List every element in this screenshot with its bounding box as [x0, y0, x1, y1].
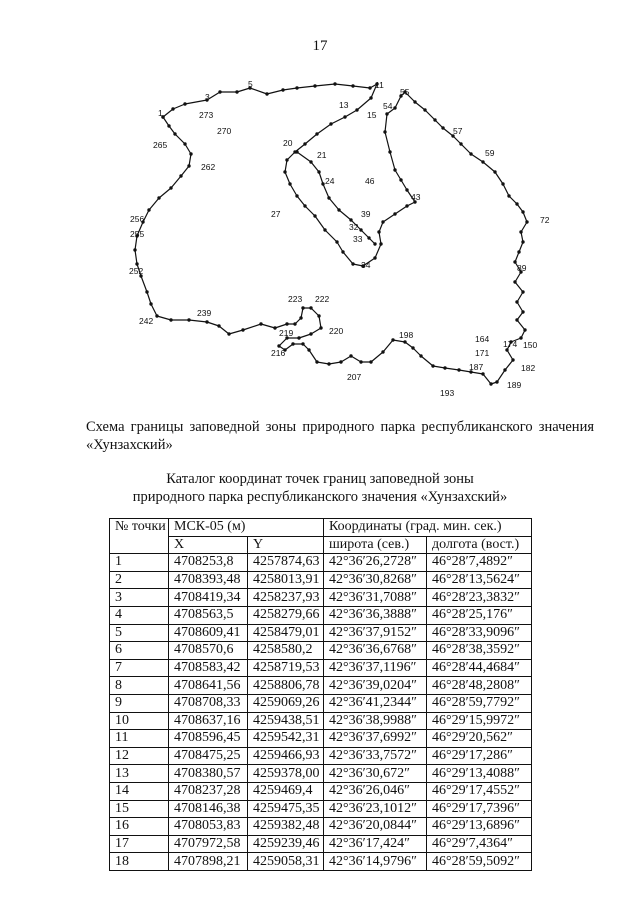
cell-x: 4707898,21 [169, 853, 248, 871]
table-row [110, 782, 532, 800]
cell-point-no: 18 [110, 853, 169, 871]
boundary-point [187, 164, 190, 167]
cell-point-no: 3 [110, 589, 169, 607]
boundary-point [433, 118, 436, 121]
point-label: 27 [271, 209, 281, 219]
boundary-point [507, 194, 510, 197]
boundary-point [171, 107, 174, 110]
header-point-no: № точки [110, 519, 169, 554]
boundary-point [309, 332, 312, 335]
cell-longitude: 46°29′20,562″ [427, 730, 532, 748]
point-label: 5 [248, 79, 253, 89]
boundary-point [301, 342, 304, 345]
cell-longitude: 46°28′59,5092″ [427, 853, 532, 871]
boundary-point [413, 100, 416, 103]
header-msk: МСК-05 (м) [169, 519, 324, 537]
table-row [110, 800, 532, 818]
cell-longitude: 46°28′48,2808″ [427, 677, 532, 695]
boundary-point [399, 178, 402, 181]
boundary-point [187, 318, 190, 321]
boundary-point [217, 324, 220, 327]
boundary-point [285, 158, 288, 161]
cell-point-no: 6 [110, 642, 169, 660]
boundary-point [295, 86, 298, 89]
page-number: 17 [312, 38, 328, 54]
boundary-point [493, 170, 496, 173]
cell-point-no: 5 [110, 624, 169, 642]
point-label: 270 [217, 126, 232, 136]
boundary-point [381, 220, 384, 223]
boundary-point [303, 204, 306, 207]
boundary-point [457, 368, 460, 371]
boundary-point [157, 196, 160, 199]
cell-x: 4708563,5 [169, 606, 248, 624]
point-label: 72 [540, 215, 550, 225]
point-label: 182 [521, 363, 536, 373]
cell-point-no: 11 [110, 730, 169, 748]
cell-point-no: 15 [110, 800, 169, 818]
boundary-point [343, 115, 346, 118]
table-row [110, 659, 532, 677]
point-label: 57 [453, 126, 463, 136]
boundary-point [521, 210, 524, 213]
cell-longitude: 46°29′13,4088″ [427, 765, 532, 783]
boundary-point [329, 122, 332, 125]
boundary-point [388, 150, 391, 153]
cell-x: 4708475,25 [169, 747, 248, 765]
boundary-point [515, 300, 518, 303]
boundary-point [393, 212, 396, 215]
boundary-point [367, 236, 370, 239]
catalog-title [0, 471, 640, 506]
cell-x: 4708053,83 [169, 818, 248, 836]
boundary-point [319, 326, 322, 329]
boundary-point [283, 170, 286, 173]
point-label: 20 [283, 138, 293, 148]
boundary-point [205, 320, 208, 323]
boundary-point [339, 360, 342, 363]
cell-y: 4259069,26 [248, 694, 324, 712]
point-label: 242 [139, 316, 154, 326]
cell-latitude: 42°36′38,9988″ [324, 712, 427, 730]
cell-point-no: 16 [110, 818, 169, 836]
cell-longitude: 46°28′33,9096″ [427, 624, 532, 642]
inner-boundary-line [297, 152, 375, 244]
boundary-point [521, 310, 524, 313]
cell-point-no: 14 [110, 782, 169, 800]
boundary-point [323, 228, 326, 231]
table-row [110, 554, 532, 572]
cell-latitude: 42°36′36,6768″ [324, 642, 427, 660]
cell-point-no: 17 [110, 835, 169, 853]
boundary-point [411, 346, 414, 349]
boundary-point [313, 214, 316, 217]
boundary-point [521, 240, 524, 243]
boundary-point [431, 364, 434, 367]
boundary-point [525, 220, 528, 223]
boundary-point [273, 326, 276, 329]
table-row [110, 818, 532, 836]
cell-latitude: 42°36′26,046″ [324, 782, 427, 800]
header-x: X [169, 536, 248, 554]
boundary-point [309, 160, 312, 163]
cell-latitude: 42°36′30,672″ [324, 765, 427, 783]
boundary-point [515, 202, 518, 205]
cell-x: 4708641,56 [169, 677, 248, 695]
boundary-point [349, 354, 352, 357]
cell-y: 4258479,01 [248, 624, 324, 642]
boundary-point [469, 152, 472, 155]
boundary-point [517, 250, 520, 253]
table-row [110, 747, 532, 765]
boundary-point [317, 170, 320, 173]
point-label: 32 [349, 222, 359, 232]
boundary-point [423, 108, 426, 111]
point-label: 164 [475, 334, 490, 344]
boundary-point [313, 84, 316, 87]
cell-longitude: 46°28′23,3832″ [427, 589, 532, 607]
table-row [110, 765, 532, 783]
cell-x: 4708253,8 [169, 554, 248, 572]
cell-x: 4708637,16 [169, 712, 248, 730]
point-label: 34 [361, 260, 371, 270]
cell-longitude: 46°29′15,9972″ [427, 712, 532, 730]
boundary-point [373, 242, 376, 245]
boundary-point [523, 328, 526, 331]
point-label: 43 [411, 192, 421, 202]
boundary-point [515, 318, 518, 321]
table-subheader-row [110, 536, 532, 554]
boundary-point [288, 182, 291, 185]
boundary-point [351, 84, 354, 87]
cell-longitude: 46°28′7,4892″ [427, 554, 532, 572]
boundary-point [189, 152, 192, 155]
cell-latitude: 42°36′37,1196″ [324, 659, 427, 677]
cell-point-no: 4 [110, 606, 169, 624]
boundary-point [295, 194, 298, 197]
cell-x: 4708146,38 [169, 800, 248, 818]
cell-point-no: 7 [110, 659, 169, 677]
point-label: 1 [158, 108, 163, 118]
cell-latitude: 42°36′41,2344″ [324, 694, 427, 712]
boundary-point [481, 372, 484, 375]
boundary-point [327, 196, 330, 199]
cell-longitude: 46°29′17,286″ [427, 747, 532, 765]
header-latitude: широта (сев.) [324, 536, 427, 554]
point-label: 13 [339, 100, 349, 110]
boundary-point [351, 262, 354, 265]
cell-point-no: 13 [110, 765, 169, 783]
point-label: 11 [375, 80, 384, 90]
point-label: 265 [153, 140, 168, 150]
cell-y: 4258806,78 [248, 677, 324, 695]
cell-longitude: 46°28′13,5624″ [427, 571, 532, 589]
cell-latitude: 42°36′20,0844″ [324, 818, 427, 836]
boundary-point [315, 360, 318, 363]
boundary-point [359, 360, 362, 363]
boundary-map [125, 72, 585, 402]
cell-point-no: 10 [110, 712, 169, 730]
catalog-title-line-2: природного парка республиканского значения «Хунзахский» [132, 488, 508, 505]
boundary-point [315, 132, 318, 135]
cell-point-no: 1 [110, 554, 169, 572]
cell-latitude: 42°36′26,2728″ [324, 554, 427, 572]
cell-y: 4258013,91 [248, 571, 324, 589]
point-label: 150 [523, 340, 538, 350]
boundary-point [383, 130, 386, 133]
table-header-row [110, 519, 532, 537]
cell-latitude: 42°36′37,9152″ [324, 624, 427, 642]
boundary-point [183, 102, 186, 105]
boundary-point [295, 150, 298, 153]
cell-longitude: 46°28′38,3592″ [427, 642, 532, 660]
boundary-point [369, 360, 372, 363]
point-label: 198 [399, 330, 414, 340]
boundary-point [155, 314, 158, 317]
boundary-point [511, 358, 514, 361]
point-label: 24 [325, 176, 335, 186]
boundary-point [501, 182, 504, 185]
cell-latitude: 42°36′23,1012″ [324, 800, 427, 818]
cell-latitude: 42°36′39,0204″ [324, 677, 427, 695]
boundary-point [443, 366, 446, 369]
point-label: 89 [517, 263, 527, 273]
boundary-point [301, 306, 304, 309]
boundary-point [133, 248, 136, 251]
boundary-point [173, 132, 176, 135]
point-label: 21 [317, 150, 327, 160]
table-row [110, 589, 532, 607]
cell-latitude: 42°36′37,6992″ [324, 730, 427, 748]
boundary-point [297, 336, 300, 339]
cell-y: 4259466,93 [248, 747, 324, 765]
cell-latitude: 42°36′14,9796″ [324, 853, 427, 871]
boundary-point [293, 322, 296, 325]
point-label: 273 [199, 110, 214, 120]
boundary-point [503, 368, 506, 371]
table-row [110, 624, 532, 642]
boundary-point [405, 188, 408, 191]
cell-latitude: 42°36′33,7572″ [324, 747, 427, 765]
point-label: 252 [129, 266, 144, 276]
boundary-point [513, 280, 516, 283]
boundary-point [521, 290, 524, 293]
boundary-point [259, 322, 262, 325]
table-row [110, 712, 532, 730]
point-label: 54 [383, 101, 393, 111]
point-label: 222 [315, 294, 330, 304]
cell-latitude: 42°36′36,3888″ [324, 606, 427, 624]
cell-longitude: 46°29′7,4364″ [427, 835, 532, 853]
cell-x: 4708596,45 [169, 730, 248, 748]
cell-y: 4259542,31 [248, 730, 324, 748]
header-y: Y [248, 536, 324, 554]
point-label: 3 [205, 92, 210, 102]
boundary-point [309, 306, 312, 309]
point-label: 59 [485, 148, 495, 158]
boundary-point [299, 316, 302, 319]
point-label: 39 [361, 209, 371, 219]
cell-x: 4708419,34 [169, 589, 248, 607]
cell-y: 4259475,35 [248, 800, 324, 818]
cell-longitude: 46°29′13,6896″ [427, 818, 532, 836]
catalog-title-line-1: Каталог координат точек границ заповедной зоны [166, 471, 474, 487]
table-row [110, 694, 532, 712]
point-label: 216 [271, 348, 286, 358]
boundary-point [441, 126, 444, 129]
cell-y: 4258279,66 [248, 606, 324, 624]
boundary-point [303, 142, 306, 145]
header-longitude: долгота (вост.) [427, 536, 532, 554]
point-label: 55 [400, 87, 410, 97]
boundary-point [373, 256, 376, 259]
boundary-point [179, 174, 182, 177]
boundary-point [235, 90, 238, 93]
cell-latitude: 42°36′30,8268″ [324, 571, 427, 589]
table-row [110, 853, 532, 871]
boundary-point [169, 318, 172, 321]
cell-point-no: 2 [110, 571, 169, 589]
boundary-point [227, 332, 230, 335]
boundary-point [183, 142, 186, 145]
point-label: 46 [365, 176, 375, 186]
point-label: 256 [130, 214, 145, 224]
cell-y: 4259239,46 [248, 835, 324, 853]
cell-x: 4708583,42 [169, 659, 248, 677]
cell-x: 4708609,41 [169, 624, 248, 642]
cell-y: 4258719,53 [248, 659, 324, 677]
cell-longitude: 46°28′44,4684″ [427, 659, 532, 677]
boundary-point [459, 142, 462, 145]
cell-x: 4708570,6 [169, 642, 248, 660]
boundary-point [307, 348, 310, 351]
boundary-point [281, 88, 284, 91]
table-row [110, 730, 532, 748]
boundary-point [147, 208, 150, 211]
boundary-point [335, 240, 338, 243]
cell-x: 4708708,33 [169, 694, 248, 712]
boundary-point [379, 242, 382, 245]
boundary-point [285, 322, 288, 325]
boundary-point [419, 354, 422, 357]
boundary-point [341, 250, 344, 253]
cell-x: 4707972,58 [169, 835, 248, 853]
point-label: 187 [469, 362, 484, 372]
cell-y: 4258580,2 [248, 642, 324, 660]
point-label: 193 [440, 388, 455, 398]
boundary-point [333, 82, 336, 85]
cell-y: 4258237,93 [248, 589, 324, 607]
boundary-point [355, 108, 358, 111]
boundary-point [369, 96, 372, 99]
cell-y: 4259378,00 [248, 765, 324, 783]
cell-y: 4259438,51 [248, 712, 324, 730]
boundary-point [381, 350, 384, 353]
table-row [110, 606, 532, 624]
point-label: 220 [329, 326, 344, 336]
cell-point-no: 8 [110, 677, 169, 695]
boundary-point [495, 380, 498, 383]
boundary-point [291, 342, 294, 345]
header-coordinates: Координаты (град. мин. сек.) [324, 519, 532, 537]
table-row [110, 677, 532, 695]
cell-y: 4259058,31 [248, 853, 324, 871]
point-label: 255 [130, 229, 145, 239]
boundary-point [489, 382, 492, 385]
boundary-point [391, 338, 394, 341]
point-label: 219 [279, 328, 294, 338]
boundary-line [135, 84, 527, 384]
point-label: 174 [503, 339, 518, 349]
cell-longitude: 46°28′59,7792″ [427, 694, 532, 712]
boundary-point [519, 230, 522, 233]
boundary-point [218, 90, 221, 93]
boundary-point [167, 124, 170, 127]
cell-y: 4257874,63 [248, 554, 324, 572]
cell-x: 4708380,57 [169, 765, 248, 783]
cell-y: 4259469,4 [248, 782, 324, 800]
boundary-point [403, 340, 406, 343]
point-label: 189 [507, 380, 522, 390]
cell-x: 4708237,28 [169, 782, 248, 800]
boundary-point [385, 112, 388, 115]
table-row [110, 642, 532, 660]
point-label: 262 [201, 162, 216, 172]
cell-latitude: 42°36′31,7088″ [324, 589, 427, 607]
boundary-point [405, 204, 408, 207]
boundary-point [337, 208, 340, 211]
boundary-point [393, 106, 396, 109]
boundary-point [481, 160, 484, 163]
boundary-point [359, 228, 362, 231]
point-label: 223 [288, 294, 303, 304]
point-label: 239 [197, 308, 212, 318]
boundary-point [317, 314, 320, 317]
point-label: 33 [353, 234, 363, 244]
boundary-point [241, 328, 244, 331]
point-label: 15 [367, 110, 377, 120]
cell-point-no: 9 [110, 694, 169, 712]
cell-point-no: 12 [110, 747, 169, 765]
point-label: 207 [347, 372, 362, 382]
boundary-point [169, 186, 172, 189]
map-caption: Схема границы заповедной зоны природного парка республиканского значения «Хунзахский» [86, 419, 594, 453]
boundary-point [327, 362, 330, 365]
cell-longitude: 46°29′17,4552″ [427, 782, 532, 800]
boundary-point [265, 92, 268, 95]
boundary-point [393, 168, 396, 171]
table-row [110, 571, 532, 589]
cell-latitude: 42°36′17,424″ [324, 835, 427, 853]
point-label: 171 [475, 348, 490, 358]
boundary-point [145, 290, 148, 293]
cell-x: 4708393,48 [169, 571, 248, 589]
boundary-point [368, 86, 371, 89]
boundary-point [149, 302, 152, 305]
cell-longitude: 46°28′25,176″ [427, 606, 532, 624]
coordinates-table [109, 518, 532, 871]
cell-y: 4259382,48 [248, 818, 324, 836]
boundary-point [377, 230, 380, 233]
table-row [110, 835, 532, 853]
cell-longitude: 46°29′17,7396″ [427, 800, 532, 818]
